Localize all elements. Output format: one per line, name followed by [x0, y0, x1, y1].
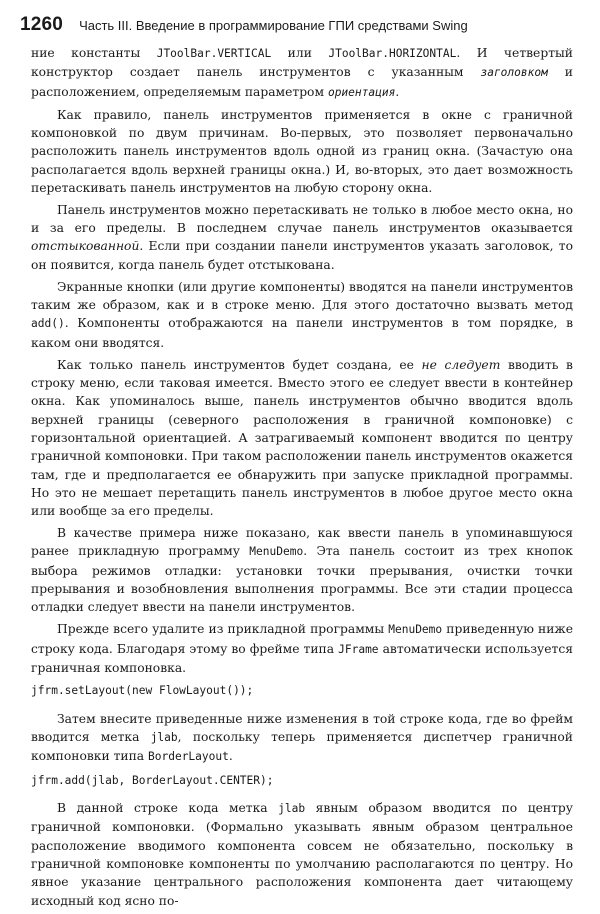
inline-code: jlab: [278, 802, 306, 816]
inline-code: JFrame: [338, 642, 379, 656]
page-header: [20, 14, 580, 42]
paragraph-5: Как только панель инструментов будет создана, ее не следует вводить в строку меню, если таковая имеется. Вместо этого ее следует ввести в контейнер окна. Как упоминалось выше, панель инструментов обычно вводится вдоль верхней границы (северного расположения в граничной компоновке) с горизонтальной ориентацией. А затрагиваемый компонент вводится по центру граничной компоновки. При таком расположении панель инструментов окажется там, где и предполагается ее обнаружить при запуске прикладной программы. Но это не мешает перетащить панель инструментов в любое другое место окна или вообще за его пределы.: [31, 357, 573, 519]
inline-code: MenuDemo: [249, 545, 304, 559]
italic-term: отстыкованной: [31, 239, 140, 254]
body-text: [31, 44, 573, 914]
paragraph-2: Как правило, панель инструментов применяется в окне с граничной компоновкой по двум причинам. Во-первых, это позволяет первоначально расположить панель инструментов вдоль одной из границ окна. (Зачастую она располагается вдоль верхней границы окна.) И, во-вторых, это дает возможность перетаскивать панель инструментов на любую сторону окна.: [31, 107, 573, 195]
paragraph-7: Прежде всего удалите из прикладной программы MenuDemo приведенную ниже строку кода. Благодаря этому во фрейме типа JFrame автоматически используется граничная компоновка.: [31, 622, 573, 675]
paragraph-3: Панель инструментов можно перетаскивать не только в любое место окна, но и за его пределы. В последнем случае панель инструментов оказывается отстыкованной. Если при создании панели инструментов указать заголовок, то он появится, когда панель будет отстыкована.: [31, 202, 573, 272]
inline-code: JToolBar.VERTICAL: [156, 47, 272, 60]
italic-param: заголовком: [480, 66, 548, 80]
paragraph-1: ние константы JToolBar.VERTICAL или JToolBar.HORIZONTAL. И четвертый конструктор создает панель инструментов с указанным заголовком и расположением, определяемым параметром ориентация.: [31, 46, 573, 99]
code-listing-2: jfrm.add(jlab, BorderLayout.CENTER);: [31, 773, 274, 787]
italic-param: ориентация: [327, 85, 396, 99]
inline-code: MenuDemo: [388, 623, 443, 637]
running-title: Часть III. Введение в программирование ГПИ средствами Swing: [79, 18, 468, 33]
inline-code: JToolBar.HORIZONTAL: [328, 47, 457, 60]
page-number: 1260: [20, 14, 64, 35]
paragraph-6: В качестве примера ниже показано, как ввести панель в упоминавшуюся ранее прикладную программу MenuDemo. Эта панель состоит из трех кнопок выбора режимов отладки: установки точки прерывания, очистки точки прерывания и возобновления выполнения программы. Все эти стадии процесса отладки следует ввести на панели инструментов.: [31, 526, 573, 615]
paragraph-9: В данной строке кода метка jlab явным образом вводится по центру граничной компоновки. (Формально указывать явным образом центральное расположение вводимого компонента совсем не обязательно, поскольку в граничной компоновке компоненты по умолчанию располагаются по центру. Но явное указание центрального расположения компонента дает читающему исходный код ясно по-: [31, 801, 574, 908]
inline-code: add(): [31, 317, 65, 331]
paragraph-8: Затем внесите приведенные ниже изменения в той строке кода, где во фрейм вводится метка jlab, поскольку теперь применяется диспетчер граничной компоновки типа BorderLayout.: [31, 711, 574, 764]
paragraph-4: Экранные кнопки (или другие компоненты) вводятся на панели инструментов таким же образом, как и в строке меню. Для этого достаточно вызвать метод add(). Компоненты отображаются на панели инструментов в том порядке, в каком они вводятся.: [31, 279, 573, 350]
code-listing-1: jfrm.setLayout(new FlowLayout());: [31, 684, 254, 698]
italic-emphasis: не следует: [421, 357, 501, 372]
inline-code: BorderLayout: [148, 750, 229, 764]
inline-code: jlab: [150, 731, 178, 745]
